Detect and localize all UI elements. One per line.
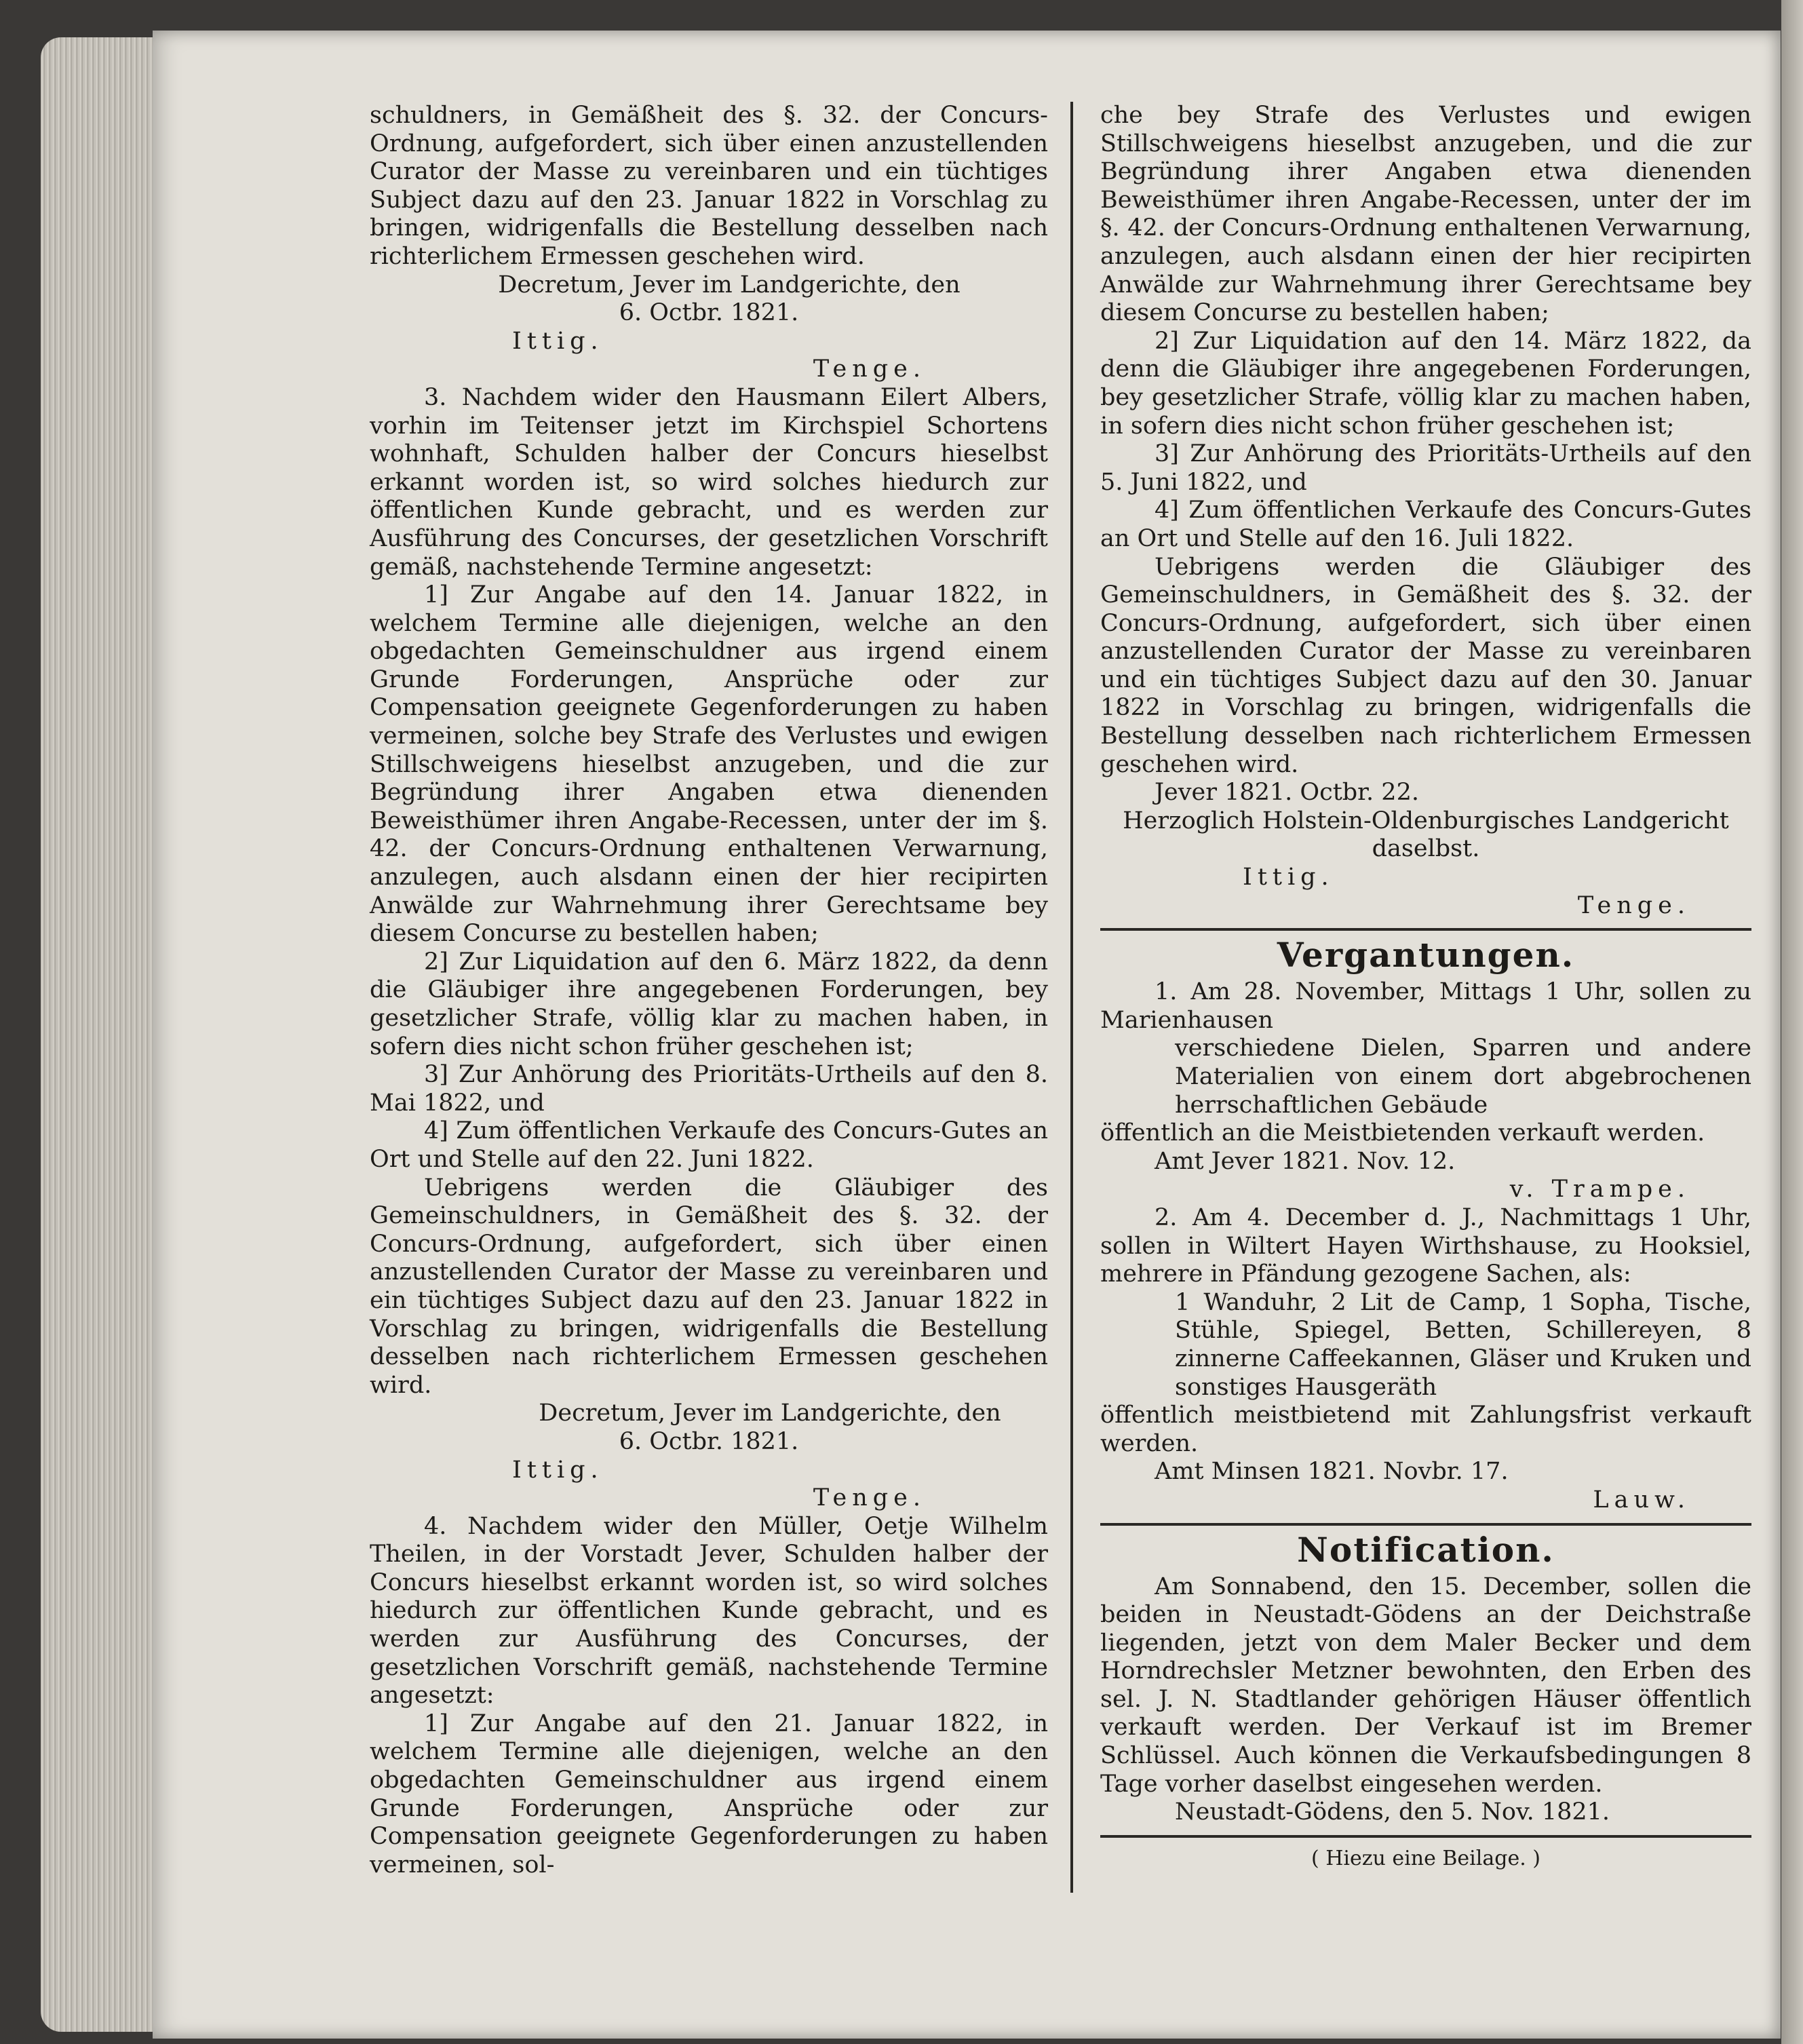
decretum-line-2: Decretum, Jever im Landgerichte, den bbox=[539, 1400, 1001, 1427]
right-item-2: 2] Zur Liquidation auf den 14. März 1822, da denn die Gläubiger ihre angegebenen Forderungen, bey gesetzlicher Strafe, völlig klar zu machen haben, in sofern dies nicht schon früher geschehen ist; bbox=[1100, 327, 1751, 440]
case-4-intro: 4. Nachdem wider den Müller, Oetje Wilhelm Theilen, in der Vorstadt Jever, Schulden halber der Concurs hieselbst erkannt worden ist, so wird solches hiedurch zur öffentlichen Kunde gebracht, und es werden zur Ausführung des Concurses, der gesetzlichen Vorschrift gemäß, nachstehende Termine angesetzt: bbox=[370, 1512, 1048, 1710]
right-date-line: Jever 1821. Octbr. 22. bbox=[1155, 779, 1419, 807]
right-continuation: che bey Strafe des Verlustes und ewigen Stillschweigens hieselbst anzugeben, und die zur Begründung ihrer Angaben etwa dienenden Beweisthümer ihren Angabe-Recessen, unter der im §. 42. der Concurs-Ordnung enthaltenen Verwarnung, anzulegen, auch alsdann einen der hier recipirten Anwälde zur Wahrnehmung ihrer Gerechtsame bey diesem Concurse zu bestellen haben; bbox=[1100, 102, 1751, 327]
vergantung-2-signature: Lauw. bbox=[1593, 1486, 1690, 1513]
vergantung-1-end: öffentlich an die Meistbietenden verkauft werden. bbox=[1100, 1119, 1705, 1147]
case-3-item-3: 3] Zur Anhörung des Prioritäts-Urtheils auf den 8. Mai 1822, und bbox=[370, 1061, 1048, 1117]
vergantung-1-date: Amt Jever 1821. Nov. 12. bbox=[1155, 1147, 1456, 1175]
case-3-intro: 3. Nachdem wider den Hausmann Eilert Albers, vorhin im Teitenser jetzt im Kirchspiel Schortens wohnhaft, Schulden halber der Concurs hieselbst erkannt worden ist, so wird solches hiedurch zur öffentlichen Kunde gebracht, und es werden zur Ausführung des Concurses, der gesetzlichen Vorschrift gemäß, nachstehende Termine angesetzt: bbox=[370, 383, 1048, 581]
right-column bbox=[1100, 102, 1751, 1872]
right-signature-ittig: Ittig. bbox=[1243, 864, 1334, 891]
vergantung-2-intro: 2. Am 4. December d. J., Nachmittags 1 Uhr, sollen in Wiltert Hayen Wirthshause, zu Hooksiel, mehrere in Pfändung gezogene Sachen, als: bbox=[1100, 1203, 1751, 1288]
decretum-date: 6. Octbr. 1821. bbox=[619, 299, 799, 327]
section-rule-3 bbox=[1100, 1835, 1751, 1838]
signature-ittig: Ittig. bbox=[512, 327, 604, 355]
footer-note: ( Hiezu eine Beilage. ) bbox=[1311, 1846, 1540, 1870]
column-divider bbox=[1070, 102, 1073, 1893]
case-3-item-1: 1] Zur Angabe auf den 14. Januar 1822, in welchem Termine alle diejenigen, welche an den obgedachten Gemeinschuldner aus irgend einem Grunde Forderungen, Ansprüche oder zur Compensation geeignete Gegenforderungen zu haben vermeinen, solche bey Strafe des Verlustes und ewigen Stillschweigens hieselbst anzugeben, und die zur Begründung ihrer Angaben etwa dienenden Beweisthümer ihren Angabe-Recessen, unter der im §. 42. der Concurs-Ordnung enthaltenen Verwarnung, anzulegen, auch alsdann einen der hier recipirten Anwälde zur Wahrnehmung ihrer Gerechtsame bey diesem Concurse zu bestellen haben; bbox=[370, 581, 1048, 948]
right-signature-tenge: Tenge. bbox=[1577, 891, 1690, 919]
vergantung-1-signature: v. Trampe. bbox=[1509, 1176, 1690, 1203]
right-item-4: 4] Zum öffentlichen Verkaufe des Concurs-Gutes an Ort und Stelle auf den 16. Juli 1822. bbox=[1100, 497, 1751, 552]
case-3-item-2: 2] Zur Liquidation auf den 6. März 1822, da denn die Gläubiger ihre angegebenen Forderungen, bey gesetzlicher Strafe, völlig klar zu machen haben, in sofern dies nicht schon früher geschehen ist; bbox=[370, 948, 1048, 1060]
heading-vergantungen: Vergantungen. bbox=[1277, 935, 1575, 976]
signature-tenge: Tenge. bbox=[813, 355, 926, 383]
case-4-item-1: 1] Zur Angabe auf den 21. Januar 1822, in welchem Termine alle diejenigen, welche an den obgedachten Gemeinschuldner aus irgend einem Grunde Forderungen, Ansprüche oder zur Compensation geeignete Gegenforderungen zu haben vermeinen, sol- bbox=[370, 1710, 1048, 1878]
vergantung-2-end: öffentlich meistbietend mit Zahlungsfrist verkauft werden. bbox=[1100, 1402, 1751, 1457]
vergantung-2-date: Amt Minsen 1821. Novbr. 17. bbox=[1155, 1458, 1509, 1486]
case-3-item-4: 4] Zum öffentlichen Verkaufe des Concurs-Gutes an Ort und Stelle auf den 22. Juni 1822. bbox=[370, 1117, 1048, 1173]
notification-text: Am Sonnabend, den 15. December, sollen die beiden in Neustadt-Gödens an der Deichstraße liegenden, jetzt von dem Maler Becker und dem Horndrechsler Metzner bewohnten, den Erben des sel. J. N. Stadtlander gehörigen Häuser öffentlich verkauft werden. Der Verkauf ist im Bremer Schlüssel. Auch können die Verkaufsbedingungen 8 Tage vorher daselbst eingesehen werden. bbox=[1100, 1573, 1751, 1798]
section-rule-1 bbox=[1100, 928, 1751, 931]
signature-ittig-2: Ittig. bbox=[512, 1456, 604, 1484]
heading-notification: Notification. bbox=[1297, 1529, 1555, 1570]
signature-tenge-2: Tenge. bbox=[813, 1484, 926, 1512]
decretum-date-2: 6. Octbr. 1821. bbox=[619, 1427, 799, 1455]
right-closing: Uebrigens werden die Gläubiger des Gemeinschuldners, in Gemäßheit des §. 32. der Concurs-Ordnung, aufgefordert, sich über einen anzustellenden Curator der Masse zu vereinbaren und ein tüchtiges Subject dazu auf den 30. Januar 1822 in Vorschlag zu bringen, widrigenfalls die Bestellung desselben nach richterlichem Ermessen geschehen wird. bbox=[1100, 553, 1751, 778]
right-item-3: 3] Zur Anhörung des Prioritäts-Urtheils auf den 5. Juni 1822, und bbox=[1100, 440, 1751, 496]
vergantung-2-items: 1 Wanduhr, 2 Lit de Camp, 1 Sopha, Tische, Stühle, Spiegel, Betten, Schillereyen, 8 zinnerne Caffeekannen, Gläser und Kruken und sonstiges Hausgeräth bbox=[1175, 1288, 1751, 1401]
case-3-closing: Uebrigens werden die Gläubiger des Gemeinschuldners, in Gemäßheit des §. 32. der Concurs-Ordnung, aufgefordert, sich über einen anzustellenden Curator der Masse zu vereinbaren und ein tüchtiges Subject dazu auf den 23. Januar 1822 in Vorschlag zu bringen, widrigenfalls die Bestellung desselben nach richterlichem Ermessen geschehen wird. bbox=[370, 1174, 1048, 1399]
court-name: Herzoglich Holstein-Oldenburgisches Landgericht bbox=[1123, 807, 1729, 834]
notification-date: Neustadt-Gödens, den 5. Nov. 1821. bbox=[1175, 1798, 1610, 1826]
left-column bbox=[370, 102, 1048, 1879]
section-rule-2 bbox=[1100, 1523, 1751, 1526]
scan-edge-right bbox=[1781, 0, 1803, 2044]
vergantung-1-intro: 1. Am 28. November, Mittags 1 Uhr, sollen zu Marienhausen bbox=[1100, 978, 1751, 1034]
vergantung-1-items: verschiedene Dielen, Sparren und andere Materialien von einem dort abgebrochenen herrschaftlichen Gebäude bbox=[1175, 1035, 1751, 1119]
book-page-edges bbox=[41, 37, 156, 2032]
decretum-line: Decretum, Jever im Landgerichte, den bbox=[498, 271, 961, 298]
left-intro-paragraph: schuldners, in Gemäßheit des §. 32. der Concurs-Ordnung, aufgefordert, sich über einen anzustellenden Curator der Masse zu vereinbaren und ein tüchtiges Subject dazu auf den 23. Januar 1822 in Vorschlag zu bringen, widrigenfalls die Bestellung desselben nach richterlichem Ermessen geschehen wird. bbox=[370, 102, 1048, 270]
court-place: daselbst. bbox=[1372, 835, 1480, 863]
